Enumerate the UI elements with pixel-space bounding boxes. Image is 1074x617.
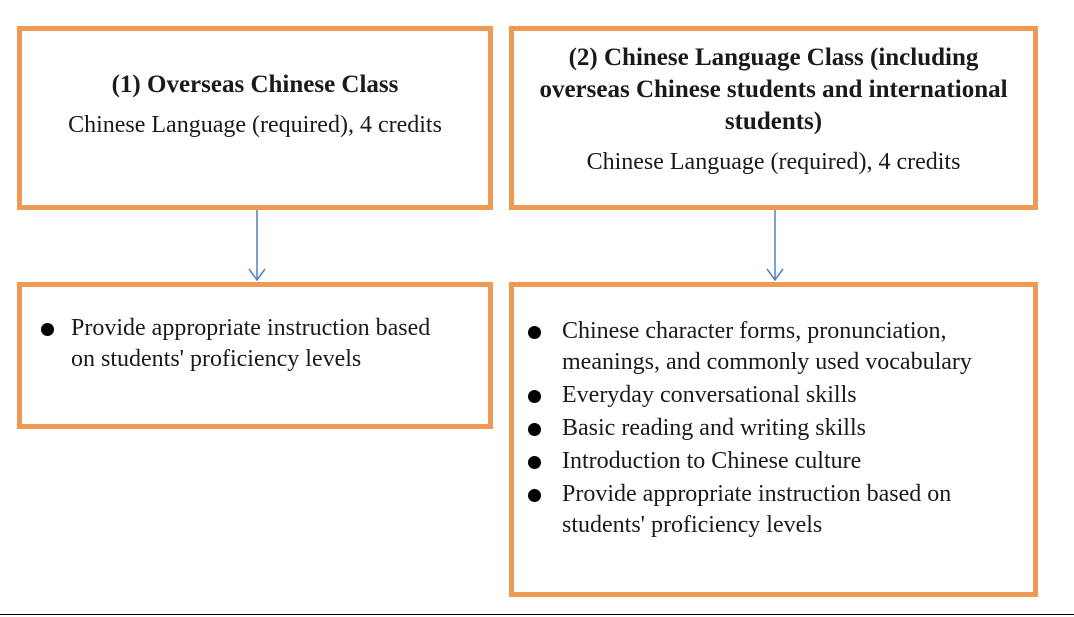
overseas-chinese-class-title: (1) Overseas Chinese Class [111, 71, 399, 98]
language-class-bullet-list [514, 316, 1019, 541]
bullet-icon [528, 326, 541, 339]
list-item [514, 413, 1019, 444]
chinese-language-class-title: (2) Chinese Language Class (including overseas Chinese students and international students) [539, 44, 1008, 135]
bullet-icon [528, 489, 541, 502]
overseas-class-bullet-list [22, 313, 438, 375]
overseas-chinese-class-subtitle: Chinese Language (required), 4 credits [68, 112, 442, 138]
overseas-class-content-box [17, 282, 493, 429]
list-item [514, 479, 1019, 541]
bullet-icon [41, 323, 54, 336]
bullet-icon [528, 423, 541, 436]
list-item-text: Introduction to Chinese culture [562, 448, 862, 474]
overseas-chinese-class-box [17, 26, 493, 210]
chinese-language-class-box [509, 26, 1038, 210]
list-item [514, 316, 1019, 378]
list-item [514, 446, 1019, 477]
bullet-icon [528, 456, 541, 469]
right-down-arrow-icon [765, 210, 785, 282]
list-item-text: Basic reading and writing skills [562, 415, 866, 441]
bullet-icon [528, 390, 541, 403]
list-item-text: Everyday conversational skills [562, 382, 857, 408]
list-item [514, 380, 1019, 411]
list-item-text: Chinese character forms, pronunciation, meanings, and commonly used vocabulary [562, 318, 972, 375]
chinese-language-class-subtitle: Chinese Language (required), 4 credits [586, 149, 961, 175]
list-item-text: Provide appropriate instruction based on students' proficiency levels [562, 481, 952, 538]
page-bottom-divider [0, 614, 1074, 615]
left-down-arrow-icon [247, 210, 267, 282]
list-item-text: Provide appropriate instruction based on students' proficiency levels [71, 315, 431, 372]
language-class-content-box [509, 282, 1038, 597]
list-item [22, 313, 438, 375]
